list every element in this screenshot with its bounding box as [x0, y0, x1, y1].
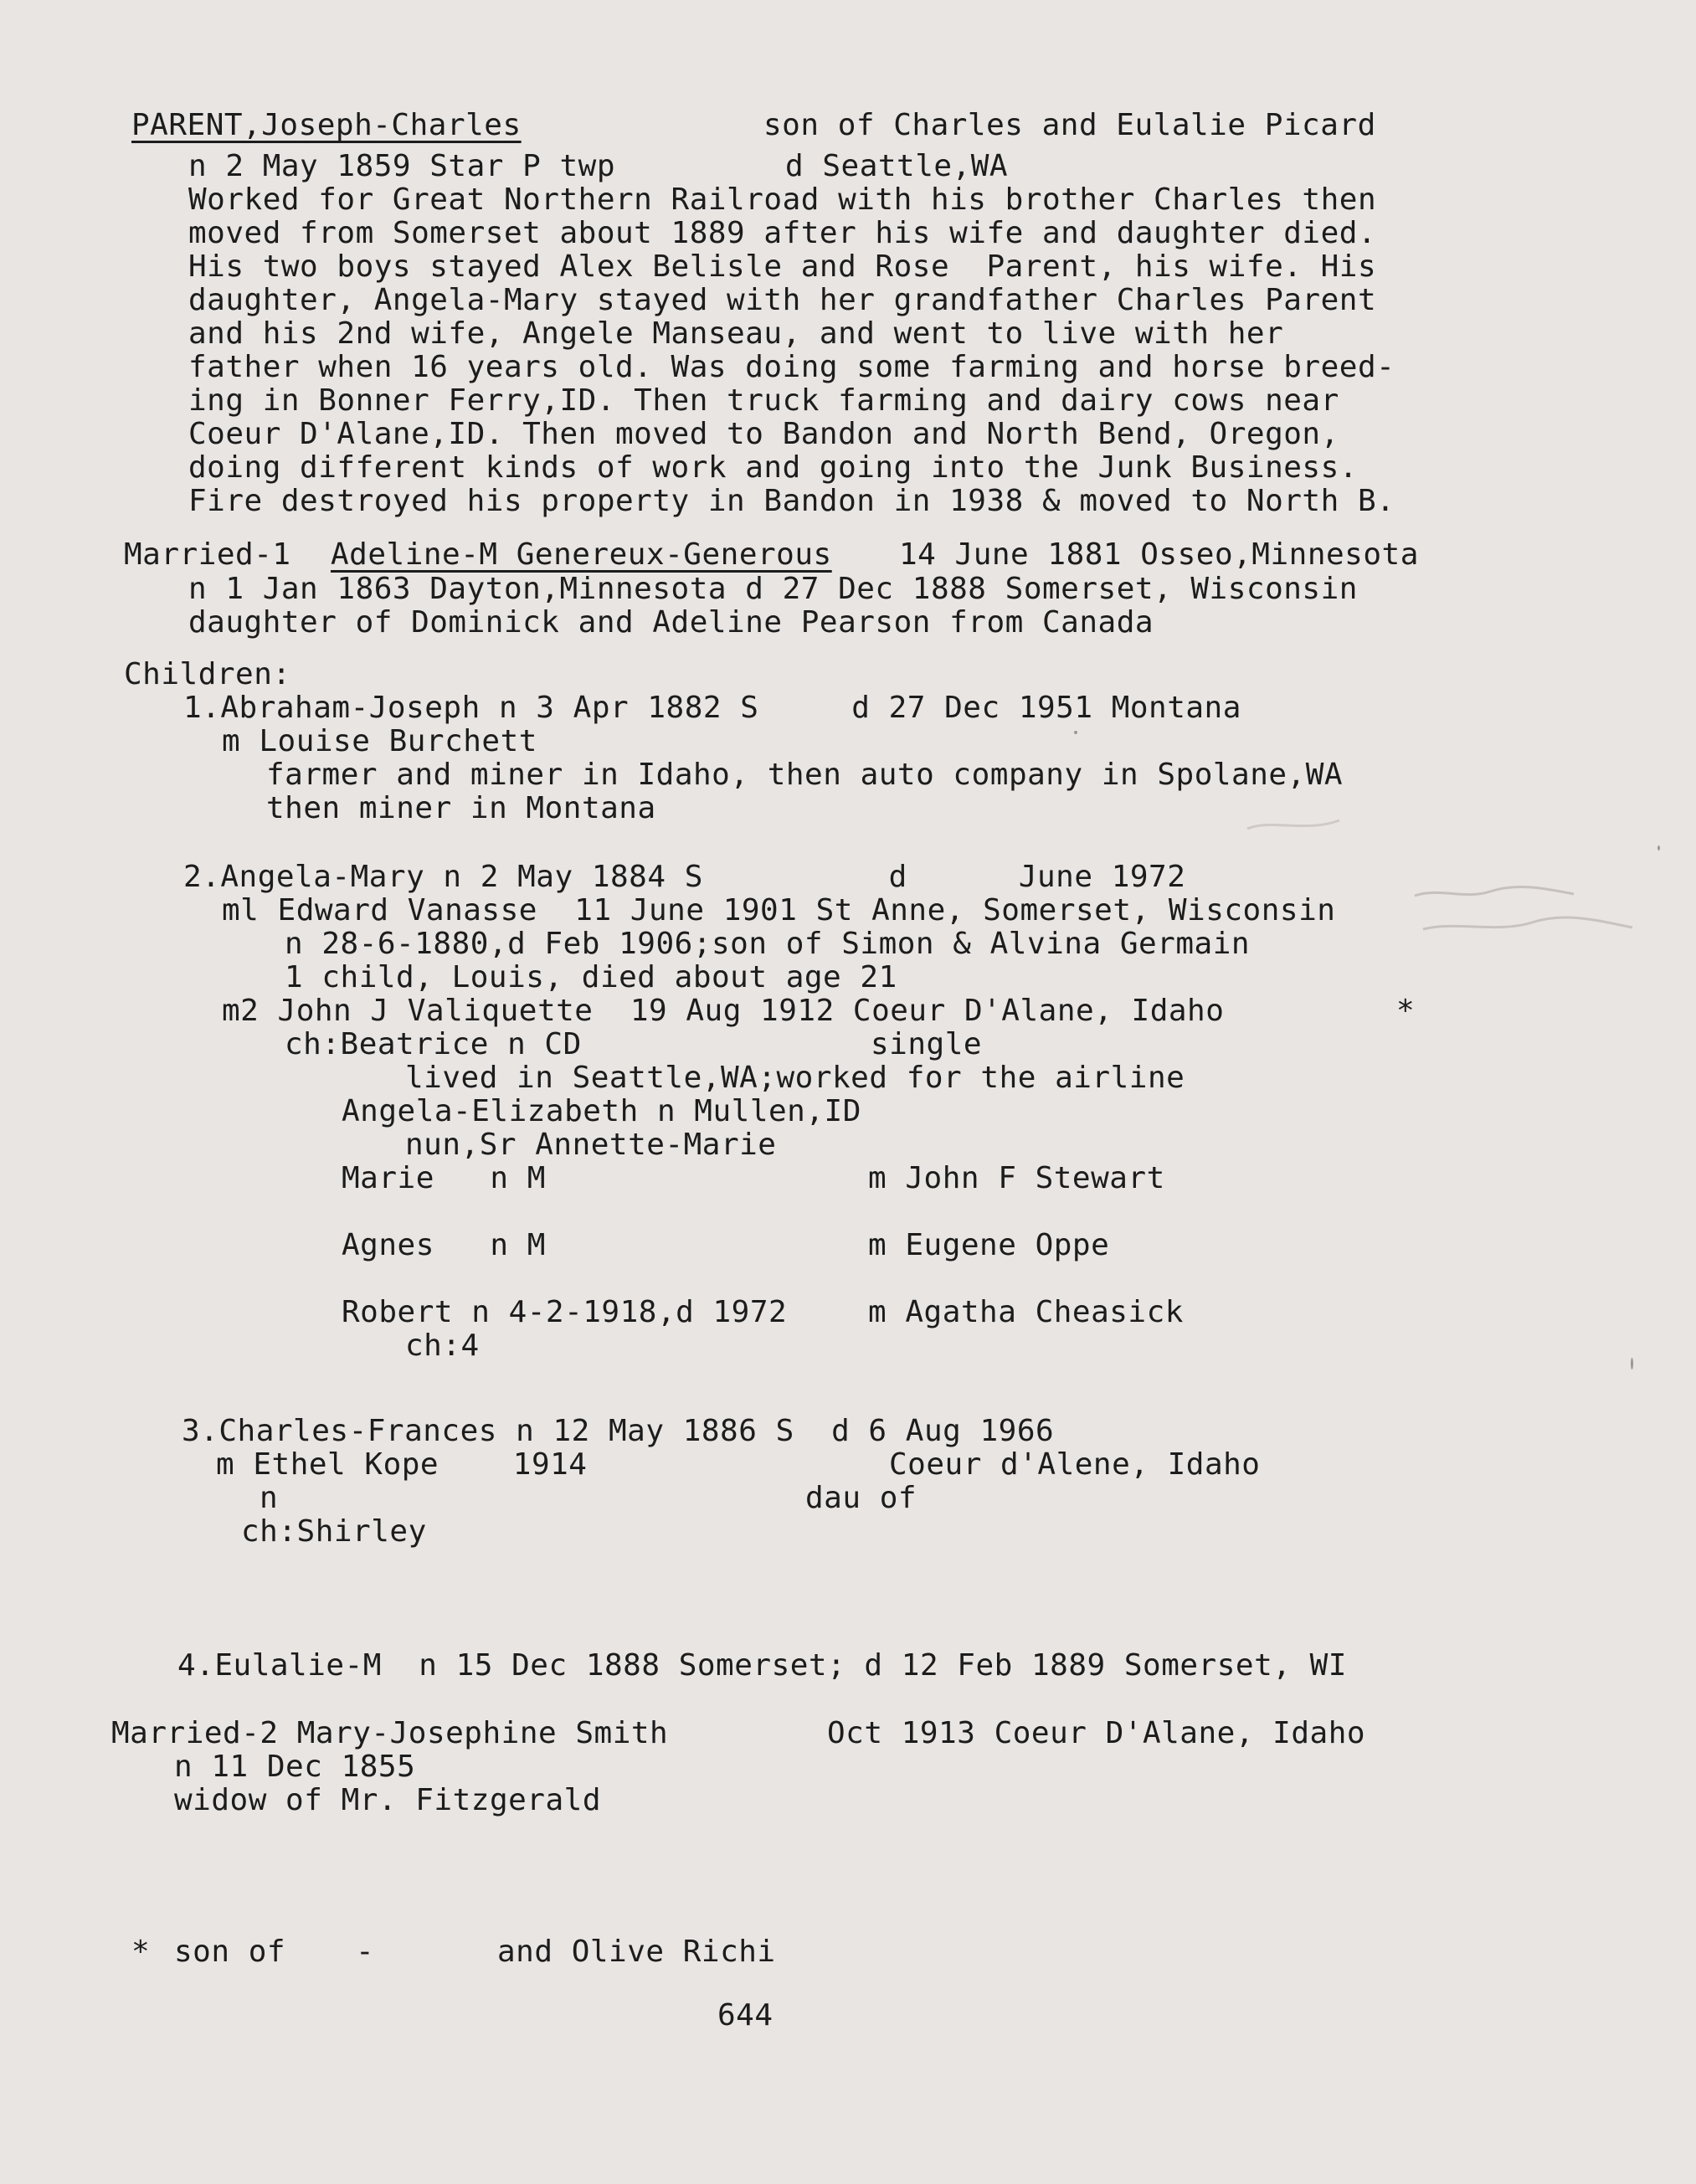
child2-line: 2.Angela-Mary n 2 May 1884 S d June 1972 [183, 860, 1186, 894]
children-label: Children: [124, 657, 291, 691]
child1-note: farmer and miner in Idaho, then auto company in Spolane,WA [266, 758, 1344, 792]
child3-children: ch:Shirley [241, 1514, 427, 1549]
page-number: 644 [717, 1998, 773, 2032]
bio-line: Worked for Great Northern Railroad with his brother Charles then [188, 182, 1377, 217]
marriage2-spouse: Married-2 Mary-Josephine Smith [111, 1716, 669, 1750]
marriage2-birth: n 11 Dec 1855 [174, 1750, 416, 1784]
marriage1-birth-death: n 1 Jan 1863 Dayton,Minnesota d 27 Dec 1888 Somerset, Wisconsin [188, 572, 1358, 606]
paper-speck [1657, 845, 1660, 850]
marriage2-date-place: Oct 1913 Coeur D'Alane, Idaho [827, 1716, 1366, 1750]
child4-line: 4.Eulalie-M n 15 Dec 1888 Somerset; d 12 Feb 1889 Somerset, WI [177, 1648, 1347, 1683]
child3-spouse-parents: dau of [805, 1481, 917, 1515]
bio-line: moved from Somerset about 1889 after his wife and daughter died. [188, 216, 1377, 250]
child1-note: then miner in Montana [266, 791, 656, 825]
entry-death: d Seattle,WA [785, 149, 1009, 183]
bio-line: ing in Bonner Ferry,ID. Then truck farming and dairy cows near [188, 383, 1339, 418]
footnote-text: son of [174, 1935, 286, 1969]
entry-name: PARENT,Joseph-Charles [131, 108, 522, 142]
marriage2-note: widow of Mr. Fitzgerald [174, 1783, 601, 1817]
footnote-mother: and Olive Richi [497, 1935, 776, 1969]
footnote-asterisk: * [131, 1935, 151, 1969]
bio-line: and his 2nd wife, Angele Manseau, and went to live with her [188, 316, 1284, 351]
entry-birth: n 2 May 1859 Star P twp [188, 149, 615, 183]
child1-spouse: m Louise Burchett [222, 724, 537, 758]
grandchild-beatrice: ch:Beatrice n CD [285, 1027, 582, 1061]
child2-marriage1-birth: n 28-6-1880,d Feb 1906;son of Simon & Alvina Germain [285, 927, 1251, 961]
child2-marriage1: ml Edward Vanasse 11 June 1901 St Anne, Somerset, Wisconsin [222, 893, 1336, 928]
bleed-through-marks [1239, 804, 1373, 845]
paper-speck [1074, 731, 1077, 734]
bio-line: Coeur D'Alane,ID. Then moved to Bandon and North Bend, Oregon, [188, 417, 1339, 451]
grandchild-robert: Robert n 4-2-1918,d 1972 [342, 1295, 788, 1329]
bio-line: daughter, Angela-Mary stayed with her grandfather Charles Parent [188, 283, 1377, 317]
child3-place: Coeur d'Alene, Idaho [889, 1447, 1261, 1482]
bio-line: doing different kinds of work and going into the Junk Business. [188, 450, 1358, 485]
grandchild-marie: Marie n M [342, 1161, 546, 1195]
child1-line: 1.Abraham-Joseph n 3 Apr 1882 S d 27 Dec 1951 Montana [183, 691, 1241, 725]
marriage1-date-place: 14 June 1881 Osseo,Minnesota [899, 537, 1419, 572]
child2-marriage1-child: 1 child, Louis, died about age 21 [285, 960, 897, 994]
entry-parents: son of Charles and Eulalie Picard [763, 108, 1376, 142]
footnote-dash: - [356, 1935, 375, 1969]
child3-spouse: m Ethel Kope 1914 [216, 1447, 588, 1482]
child2-marriage2: m2 John J Valiquette 19 Aug 1912 Coeur D'Alane, Idaho [222, 994, 1225, 1028]
bio-line: father when 16 years old. Was doing some farming and horse breed- [188, 350, 1395, 384]
grandchild-agnes: Agnes n M [342, 1228, 546, 1262]
grandchild-angela-elizabeth: Angela-Elizabeth n Mullen,ID [342, 1094, 861, 1128]
grandchild-marie-spouse: m John F Stewart [868, 1161, 1165, 1195]
marriage1-spouse: Adeline-M Genereux-Generous [331, 537, 832, 572]
paper-speck [1631, 1358, 1633, 1369]
child3-spouse-birth: n [260, 1481, 279, 1515]
grandchild-angela-note: nun,Sr Annette-Marie [405, 1128, 777, 1162]
grandchild-beatrice-note: lived in Seattle,WA;worked for the airline [405, 1061, 1185, 1095]
bio-line: Fire destroyed his property in Bandon in 1938 & moved to North B. [188, 484, 1395, 518]
marriage1-parents: daughter of Dominick and Adeline Pearson from Canada [188, 605, 1154, 640]
marriage1-label: Married-1 [124, 537, 291, 572]
asterisk-marker: * [1396, 994, 1416, 1028]
grandchild-agnes-spouse: m Eugene Oppe [868, 1228, 1110, 1262]
grandchild-robert-spouse: m Agatha Cheasick [868, 1295, 1184, 1329]
bleed-through-marks [1406, 862, 1657, 954]
grandchild-robert-children: ch:4 [405, 1328, 480, 1363]
child3-line: 3.Charles-Frances n 12 May 1886 S d 6 Aug 1966 [182, 1414, 1055, 1448]
bio-line: His two boys stayed Alex Belisle and Rose Parent, his wife. His [188, 249, 1377, 284]
grandchild-beatrice-status: single [871, 1027, 983, 1061]
